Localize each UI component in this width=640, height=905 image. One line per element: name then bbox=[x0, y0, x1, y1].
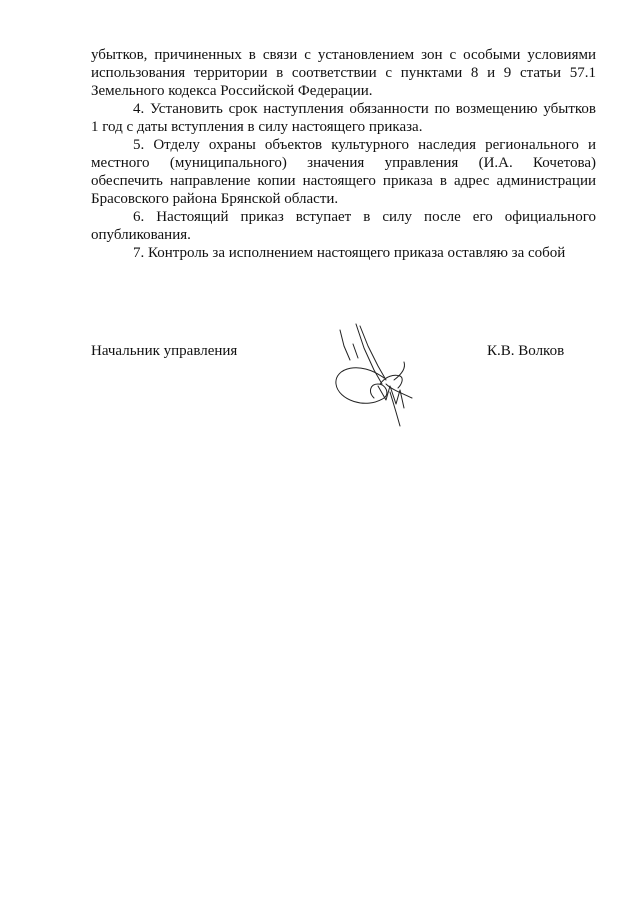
paragraph-line: убытков, причиненных в связи с установлением зон с особыми условиями bbox=[91, 47, 596, 63]
signature-stroke bbox=[394, 362, 405, 380]
paragraph-line: 6. Настоящий приказ вступает в силу после его официального bbox=[133, 209, 596, 225]
paragraph-line: использования территории в соответствии с пунктами 8 и 9 статьи 57.1 bbox=[91, 65, 596, 81]
signature-stroke bbox=[356, 324, 382, 384]
signatory-title: Начальник управления bbox=[91, 343, 238, 359]
signature-stroke bbox=[336, 368, 387, 404]
signature-stroke bbox=[390, 392, 400, 426]
paragraph-line: 1 год с даты вступления в силу настоящего приказа. bbox=[91, 119, 423, 135]
paragraph-line: опубликования. bbox=[91, 227, 191, 243]
paragraph-line: местного (муниципального) значения управления (И.А. Кочетова) bbox=[91, 155, 596, 171]
paragraph-line: Земельного кодекса Российской Федерации. bbox=[91, 83, 373, 99]
paragraph-line: 4. Установить срок наступления обязанности по возмещению убытков bbox=[133, 101, 596, 117]
paragraph-line: Брасовского района Брянской области. bbox=[91, 191, 339, 207]
signature-stroke bbox=[340, 330, 350, 360]
signatory-name: К.В. Волков bbox=[487, 343, 565, 359]
paragraph-line: 5. Отделу охраны объектов культурного наследия регионального и bbox=[133, 137, 596, 153]
handwritten-signature bbox=[320, 318, 420, 438]
paragraph-line: 7. Контроль за исполнением настоящего приказа оставляю за собой bbox=[133, 245, 566, 261]
paragraph-line: обеспечить направление копии настоящего приказа в адрес администрации bbox=[91, 173, 596, 189]
signature-stroke bbox=[353, 344, 358, 358]
